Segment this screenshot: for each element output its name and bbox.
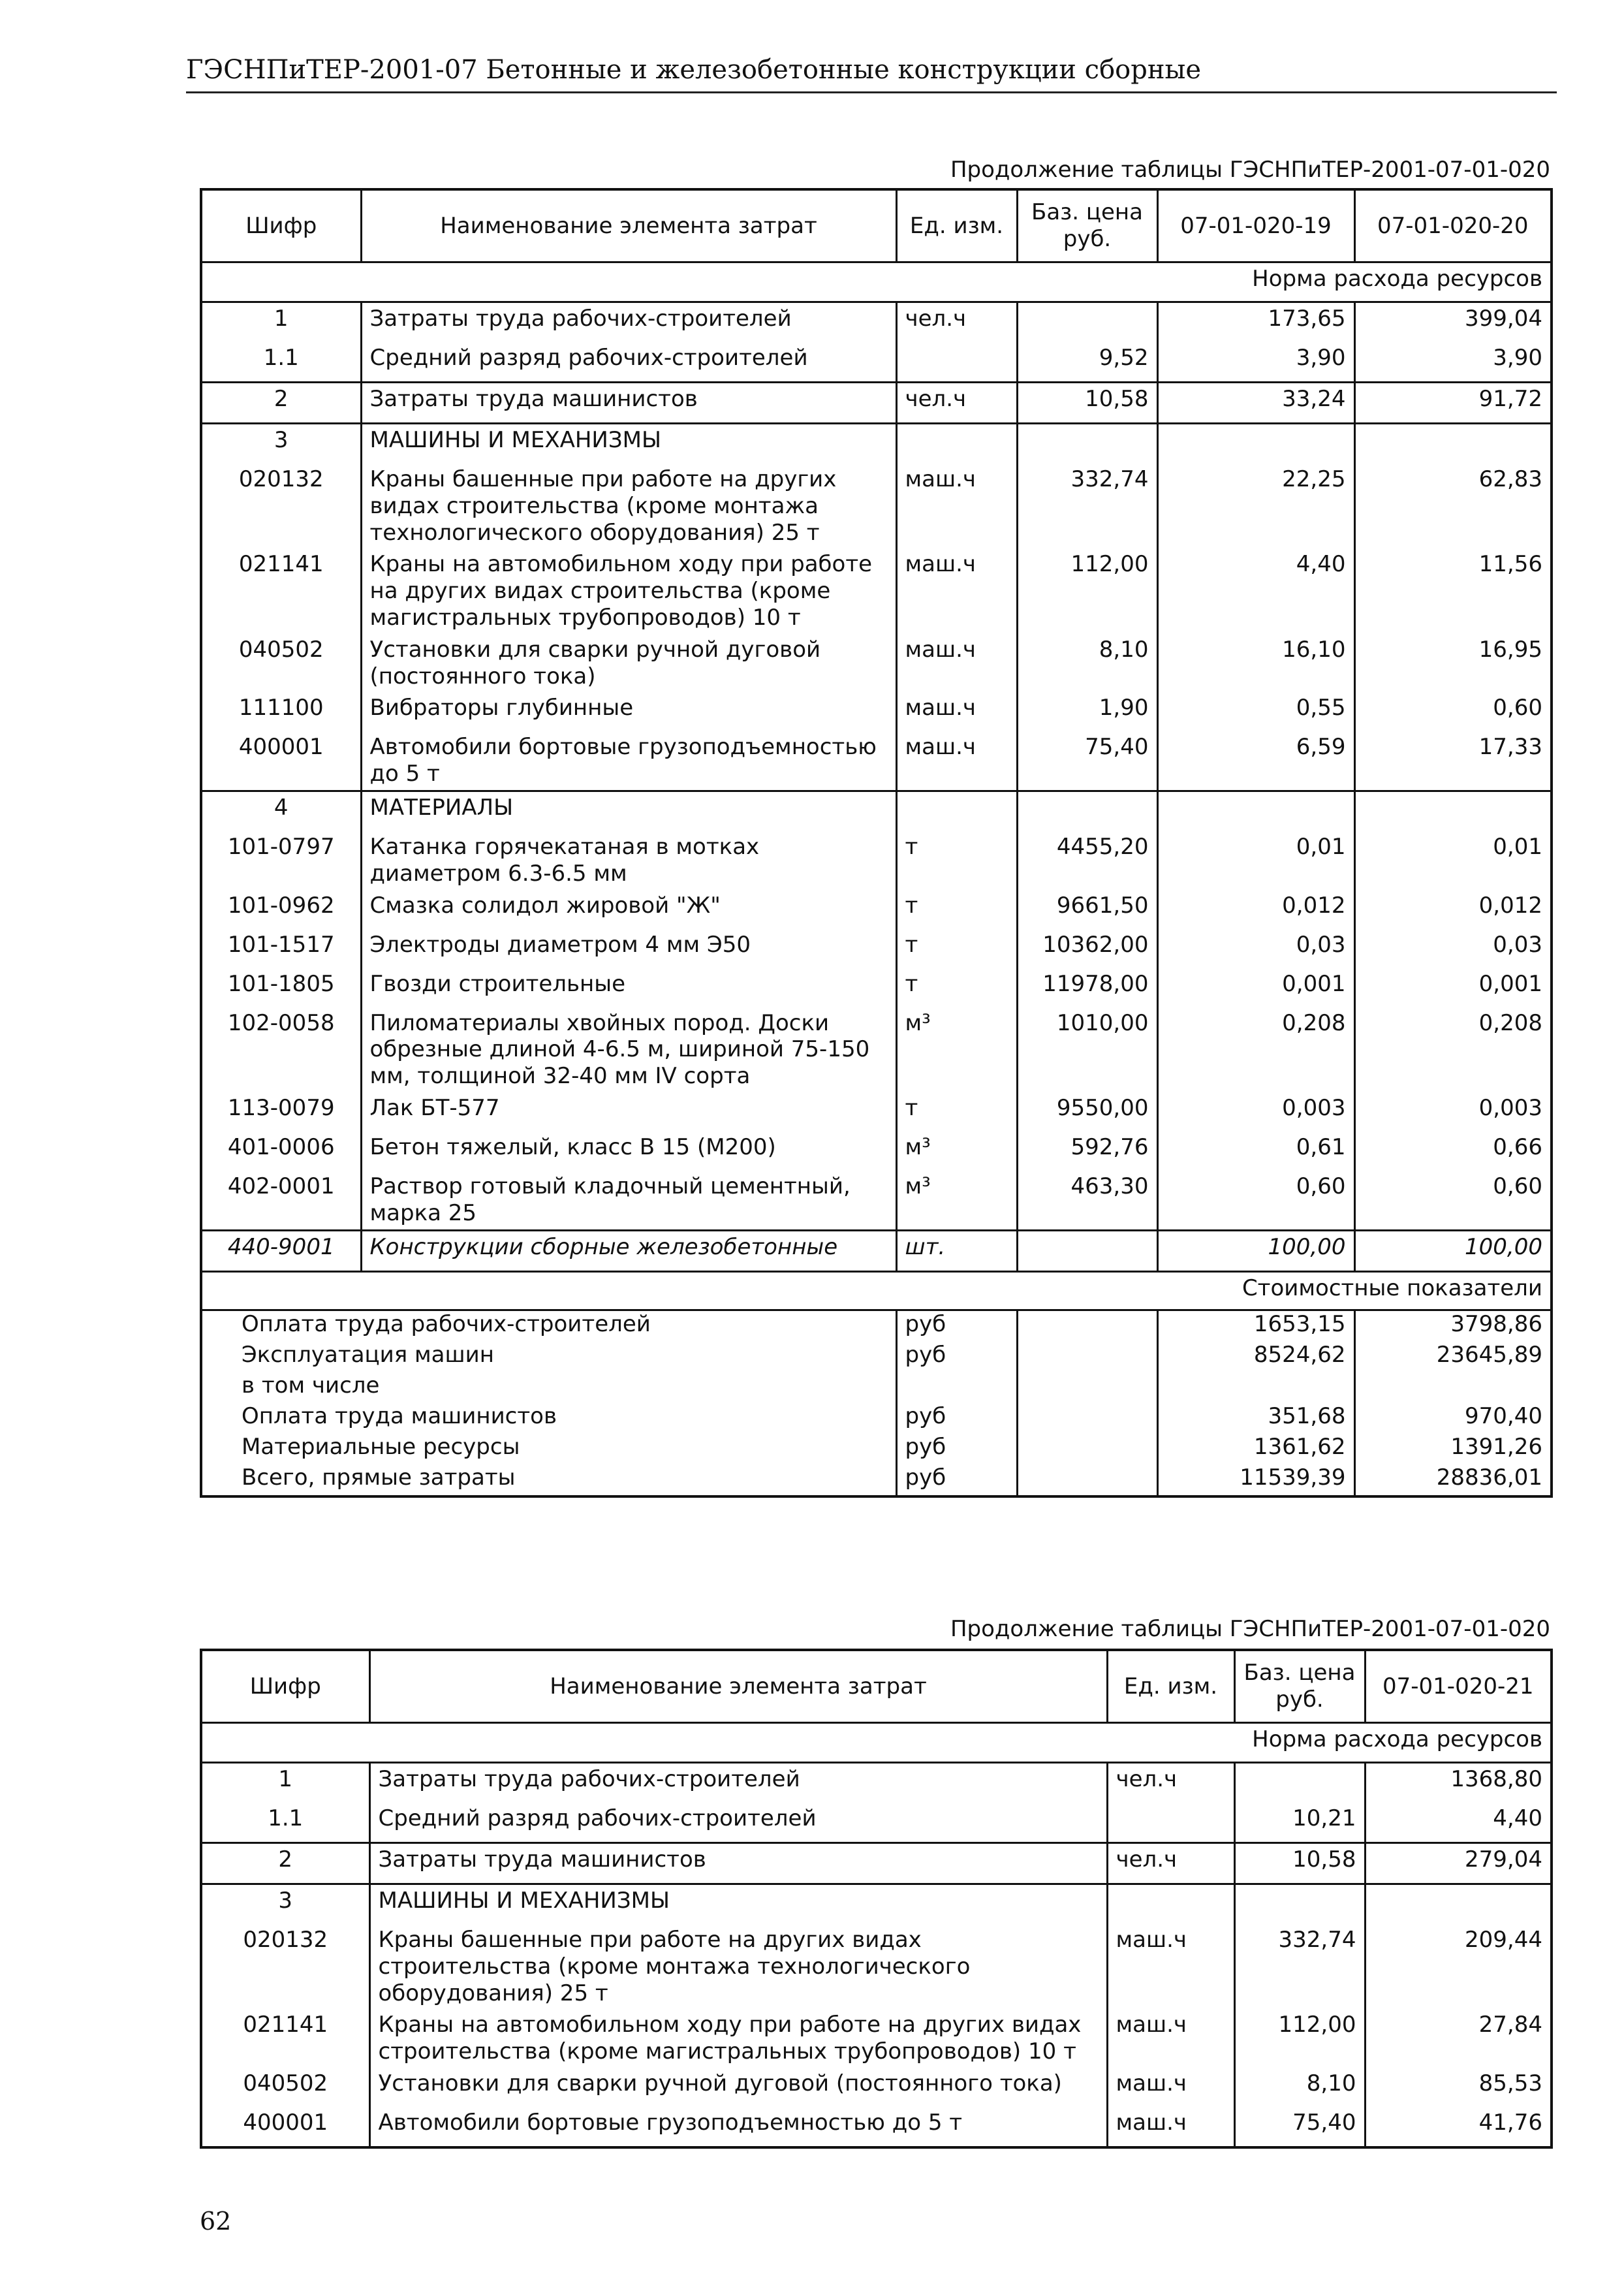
row-code: 400001 [201, 731, 361, 791]
cost-row [201, 1464, 1552, 1496]
row-code: 2 [201, 1843, 369, 1884]
row-unit: шт. [896, 1230, 1017, 1271]
row-price [1234, 1763, 1365, 1803]
row-code: 113-0079 [201, 1092, 361, 1131]
row-unit: чел.ч [896, 302, 1017, 343]
row-code: 101-1517 [201, 929, 361, 968]
row-name: Катанка горячекатаная в мотках диаметром 6.3-6.5 мм [361, 831, 896, 890]
table-row [201, 731, 1552, 791]
cost-value-19: 11539,39 [1157, 1464, 1354, 1496]
cost-price [1017, 1342, 1157, 1372]
row-norm-20: 0,60 [1354, 692, 1552, 731]
row-norm-20: 0,003 [1354, 1092, 1552, 1131]
cost-name: Оплата труда машинистов [201, 1403, 896, 1434]
row-code: 021141 [201, 2009, 369, 2068]
row-unit: маш.ч [896, 548, 1017, 633]
row-price: 8,10 [1017, 634, 1157, 693]
cost-price [1017, 1464, 1157, 1496]
row-price: 4455,20 [1017, 831, 1157, 890]
row-norm-19: 0,61 [1157, 1131, 1354, 1171]
row-norm-20: 11,56 [1354, 548, 1552, 633]
row-norm-20: 91,72 [1354, 383, 1552, 424]
row-name: Краны на автомобильном ходу при работе на других видах строительства (кроме магистральных трубопроводов) 10 т [361, 548, 896, 633]
table-row [201, 968, 1552, 1007]
row-norm-20: 0,60 [1354, 1171, 1552, 1230]
row-code: 4 [201, 791, 361, 831]
row-price: 112,00 [1017, 548, 1157, 633]
row-code: 3 [201, 1884, 369, 1925]
table2-caption: Продолжение таблицы ГЭСНПиТЕР-2001-07-01-020 [950, 1616, 1550, 1642]
cost-unit: руб [896, 1434, 1017, 1464]
col-header-norm-20: 07-01-020-20 [1354, 189, 1552, 262]
row-price [1234, 1884, 1365, 1925]
row-unit: маш.ч [1107, 2009, 1234, 2068]
row-norm-20: 17,33 [1354, 731, 1552, 791]
row-name: Затраты труда машинистов [361, 383, 896, 424]
col-header-price: Баз. цена руб. [1017, 189, 1157, 262]
row-name: Краны башенные при работе на других видах строительства (кроме монтажа технологического оборудования) 25 т [369, 1924, 1107, 2009]
cost-value-20: 1391,26 [1450, 1433, 1542, 1460]
resource-table-1 [200, 188, 1553, 1498]
row-code: 040502 [201, 634, 361, 693]
table-row [201, 1007, 1552, 1092]
row-norm-21: 1368,80 [1365, 1763, 1552, 1803]
table1-header-row [201, 189, 1552, 262]
row-name: Затраты труда рабочих-строителей [369, 1763, 1107, 1803]
cost-row [201, 1310, 1552, 1342]
row-norm-19: 0,03 [1157, 929, 1354, 968]
row-price: 75,40 [1017, 731, 1157, 791]
row-name: Краны башенные при работе на других видах строительства (кроме монтажа технологического оборудования) 25 т [361, 464, 896, 548]
table-row [201, 302, 1552, 343]
row-code: 102-0058 [201, 1007, 361, 1092]
table2-header-row [201, 1650, 1552, 1723]
row-name: Автомобили бортовые грузоподъемностью до 5 т [361, 731, 896, 791]
row-norm-19: 4,40 [1157, 548, 1354, 633]
table-row [201, 2009, 1552, 2068]
cost-value-19: 8524,62 [1157, 1342, 1354, 1372]
row-norm-21: 85,53 [1365, 2068, 1552, 2107]
row-norm-19: 173,65 [1157, 302, 1354, 343]
row-unit: т [896, 1092, 1017, 1131]
cost-row [201, 1403, 1552, 1434]
norma-label-row [201, 1723, 1552, 1763]
col-header-norm-19: 07-01-020-19 [1157, 189, 1354, 262]
table-row [201, 464, 1552, 548]
table-row [201, 548, 1552, 633]
row-norm-19: 3,90 [1157, 342, 1354, 383]
page-header: ГЭСНПиТЕР-2001-07 Бетонные и железобетонные конструкции сборные [186, 55, 1557, 93]
row-unit: чел.ч [1107, 1763, 1234, 1803]
table-row [201, 791, 1552, 831]
cost-row [201, 1434, 1552, 1464]
row-price: 332,74 [1017, 464, 1157, 548]
row-norm-20: 3,90 [1354, 342, 1552, 383]
row-name: Гвозди строительные [361, 968, 896, 1007]
row-unit: т [896, 890, 1017, 929]
row-unit: т [896, 929, 1017, 968]
row-price: 9661,50 [1017, 890, 1157, 929]
col-header-unit: Ед. изм. [896, 189, 1017, 262]
row-code: 101-0797 [201, 831, 361, 890]
row-norm-20: 100,00 [1354, 1230, 1552, 1271]
row-name: Затраты труда рабочих-строителей [361, 302, 896, 343]
row-norm-20: 0,01 [1354, 831, 1552, 890]
row-norm-20: 62,83 [1354, 464, 1552, 548]
row-name: Бетон тяжелый, класс В 15 (М200) [361, 1131, 896, 1171]
row-unit: чел.ч [1107, 1843, 1234, 1884]
row-code: 101-0962 [201, 890, 361, 929]
table-row [201, 929, 1552, 968]
row-price: 463,30 [1017, 1171, 1157, 1230]
row-norm-19: 0,01 [1157, 831, 1354, 890]
col-header-code: Шифр [201, 1650, 369, 1723]
row-unit: т [896, 968, 1017, 1007]
norma-label: Норма расхода ресурсов [201, 1723, 1552, 1763]
row-unit [896, 424, 1017, 464]
row-norm-19 [1157, 424, 1354, 464]
row-norm-19: 0,208 [1157, 1007, 1354, 1092]
cost-unit: руб [896, 1310, 1017, 1342]
row-norm-19: 100,00 [1157, 1230, 1354, 1271]
col-header-name: Наименование элемента затрат [361, 189, 896, 262]
cost-unit: руб [896, 1464, 1017, 1496]
table-row [201, 634, 1552, 693]
row-norm-21: 27,84 [1365, 2009, 1552, 2068]
row-unit [1107, 1803, 1234, 1843]
row-price: 10362,00 [1017, 929, 1157, 968]
row-norm-21 [1365, 1884, 1552, 1925]
row-unit: маш.ч [896, 692, 1017, 731]
page-number: 62 [200, 2207, 232, 2236]
cost-row [201, 1342, 1552, 1372]
row-code: 040502 [201, 2068, 369, 2107]
row-name: Средний разряд рабочих-строителей [361, 342, 896, 383]
row-unit: м³ [896, 1171, 1017, 1230]
row-unit: маш.ч [896, 634, 1017, 693]
cost-price [1017, 1372, 1157, 1403]
row-name: Средний разряд рабочих-строителей [369, 1803, 1107, 1843]
row-name: Автомобили бортовые грузоподъемностью до 5 т [369, 2107, 1107, 2147]
row-code: 021141 [201, 548, 361, 633]
table1-caption: Продолжение таблицы ГЭСНПиТЕР-2001-07-01-020 [950, 157, 1550, 183]
row-norm-21: 4,40 [1365, 1803, 1552, 1843]
row-code: 1 [201, 1763, 369, 1803]
row-price [1017, 302, 1157, 343]
cost-price [1017, 1310, 1157, 1342]
col-header-name: Наименование элемента затрат [369, 1650, 1107, 1723]
row-price: 332,74 [1234, 1924, 1365, 2009]
row-code: 1.1 [201, 342, 361, 383]
row-unit: маш.ч [1107, 2068, 1234, 2107]
row-name: Пиломатериалы хвойных пород. Доски обрезные длиной 4-6.5 м, шириной 75-150 мм, толщиной 32-40 мм IV сорта [361, 1007, 896, 1092]
table-row [201, 2068, 1552, 2107]
stoim-label-row [201, 1271, 1552, 1310]
cost-value-19: 1653,15 [1157, 1310, 1354, 1342]
row-norm-19: 22,25 [1157, 464, 1354, 548]
row-unit: чел.ч [896, 383, 1017, 424]
row-unit: т [896, 831, 1017, 890]
row-price: 10,58 [1017, 383, 1157, 424]
table-row [201, 1763, 1552, 1803]
row-unit: маш.ч [896, 731, 1017, 791]
resource-table-2 [200, 1649, 1553, 2149]
row-norm-19: 33,24 [1157, 383, 1354, 424]
row-norm-20: 0,208 [1354, 1007, 1552, 1092]
row-norm-20: 0,012 [1354, 890, 1552, 929]
col-header-code: Шифр [201, 189, 361, 262]
cost-unit [896, 1372, 1017, 1403]
cost-value-19: 1361,62 [1157, 1434, 1354, 1464]
col-header-price: Баз. цена руб. [1234, 1650, 1365, 1723]
cost-name: Оплата труда рабочих-строителей [201, 1310, 896, 1342]
row-norm-19: 0,001 [1157, 968, 1354, 1007]
row-norm-21: 279,04 [1365, 1843, 1552, 1884]
row-norm-20: 0,66 [1354, 1131, 1552, 1171]
row-norm-20: 0,001 [1354, 968, 1552, 1007]
row-price: 592,76 [1017, 1131, 1157, 1171]
row-norm-21: 209,44 [1365, 1924, 1552, 2009]
table-row [201, 342, 1552, 383]
cost-name: Эксплуатация машин [201, 1342, 896, 1372]
row-norm-21: 41,76 [1365, 2107, 1552, 2147]
table-row [201, 424, 1552, 464]
row-price [1017, 791, 1157, 831]
row-name: Краны на автомобильном ходу при работе на других видах строительства (кроме магистральных трубопроводов) 10 т [369, 2009, 1107, 2068]
row-name: Лак БТ-577 [361, 1092, 896, 1131]
cost-name: в том числе [201, 1372, 896, 1403]
row-price: 8,10 [1234, 2068, 1365, 2107]
row-unit: маш.ч [896, 464, 1017, 548]
cost-value-20: 28836,01 [1436, 1464, 1542, 1491]
row-code: 020132 [201, 1924, 369, 2009]
table-row [201, 831, 1552, 890]
table-row [201, 1092, 1552, 1131]
row-norm-20: 16,95 [1354, 634, 1552, 693]
row-price: 1,90 [1017, 692, 1157, 731]
row-norm-20 [1354, 424, 1552, 464]
row-price: 112,00 [1234, 2009, 1365, 2068]
norma-label-row [201, 262, 1552, 302]
table-row [201, 1230, 1552, 1271]
row-norm-19: 6,59 [1157, 731, 1354, 791]
table-row [201, 2107, 1552, 2147]
row-price: 9,52 [1017, 342, 1157, 383]
cost-row [201, 1372, 1552, 1403]
row-name: МАШИНЫ И МЕХАНИЗМЫ [361, 424, 896, 464]
table-row [201, 692, 1552, 731]
row-norm-19: 0,003 [1157, 1092, 1354, 1131]
row-code: 1 [201, 302, 361, 343]
row-name: Электроды диаметром 4 мм Э50 [361, 929, 896, 968]
row-code: 3 [201, 424, 361, 464]
norma-label: Норма расхода ресурсов [201, 262, 1552, 302]
row-price: 10,58 [1234, 1843, 1365, 1884]
row-code: 402-0001 [201, 1171, 361, 1230]
table-row [201, 1131, 1552, 1171]
cost-unit: руб [896, 1403, 1017, 1434]
row-name: МАТЕРИАЛЫ [361, 791, 896, 831]
row-code: 401-0006 [201, 1131, 361, 1171]
row-norm-19 [1157, 791, 1354, 831]
row-norm-20: 399,04 [1354, 302, 1552, 343]
row-price [1017, 1230, 1157, 1271]
row-price: 11978,00 [1017, 968, 1157, 1007]
row-price: 75,40 [1234, 2107, 1365, 2147]
col-header-unit: Ед. изм. [1107, 1650, 1234, 1723]
row-norm-19: 0,012 [1157, 890, 1354, 929]
row-norm-20 [1354, 791, 1552, 831]
stoim-label: Стоимостные показатели [201, 1271, 1552, 1310]
row-unit: маш.ч [1107, 1924, 1234, 2009]
row-name: МАШИНЫ И МЕХАНИЗМЫ [369, 1884, 1107, 1925]
row-norm-19: 16,10 [1157, 634, 1354, 693]
row-norm-19: 0,60 [1157, 1171, 1354, 1230]
row-price [1017, 424, 1157, 464]
cost-name: Всего, прямые затраты [201, 1464, 896, 1496]
table-row [201, 1803, 1552, 1843]
row-unit [896, 791, 1017, 831]
cost-value-20: 23645,89 [1436, 1341, 1542, 1368]
cost-name: Материальные ресурсы [201, 1434, 896, 1464]
row-name: Установки для сварки ручной дуговой (постоянного тока) [369, 2068, 1107, 2107]
row-unit: м³ [896, 1007, 1017, 1092]
cost-value-20: 3798,86 [1450, 1310, 1542, 1337]
row-name: Установки для сварки ручной дуговой (постоянного тока) [361, 634, 896, 693]
row-name: Вибраторы глубинные [361, 692, 896, 731]
row-unit: маш.ч [1107, 2107, 1234, 2147]
table-row [201, 383, 1552, 424]
cost-value-19 [1157, 1372, 1354, 1403]
row-code: 020132 [201, 464, 361, 548]
cost-price [1017, 1403, 1157, 1434]
cost-unit: руб [896, 1342, 1017, 1372]
table-row [201, 1924, 1552, 2009]
row-norm-20: 0,03 [1354, 929, 1552, 968]
cost-price [1017, 1434, 1157, 1464]
row-name: Затраты труда машинистов [369, 1843, 1107, 1884]
col-header-norm-21: 07-01-020-21 [1365, 1650, 1552, 1723]
row-unit: м³ [896, 1131, 1017, 1171]
table-row [201, 1843, 1552, 1884]
cost-value-20 [1354, 1372, 1552, 1403]
table-row [201, 890, 1552, 929]
row-unit [1107, 1884, 1234, 1925]
row-price: 1010,00 [1017, 1007, 1157, 1092]
table-row [201, 1171, 1552, 1230]
row-norm-19: 0,55 [1157, 692, 1354, 731]
row-code: 2 [201, 383, 361, 424]
row-code: 1.1 [201, 1803, 369, 1843]
cost-value-20: 970,40 [1465, 1402, 1542, 1429]
row-code: 101-1805 [201, 968, 361, 1007]
row-code: 400001 [201, 2107, 369, 2147]
row-price: 10,21 [1234, 1803, 1365, 1843]
row-code: 111100 [201, 692, 361, 731]
row-code: 440-9001 [201, 1230, 361, 1271]
row-price: 9550,00 [1017, 1092, 1157, 1131]
row-unit [896, 342, 1017, 383]
table-row [201, 1884, 1552, 1925]
row-name: Конструкции сборные железобетонные [361, 1230, 896, 1271]
row-name: Смазка солидол жировой "Ж" [361, 890, 896, 929]
row-name: Раствор готовый кладочный цементный, марка 25 [361, 1171, 896, 1230]
cost-value-19: 351,68 [1157, 1403, 1354, 1434]
